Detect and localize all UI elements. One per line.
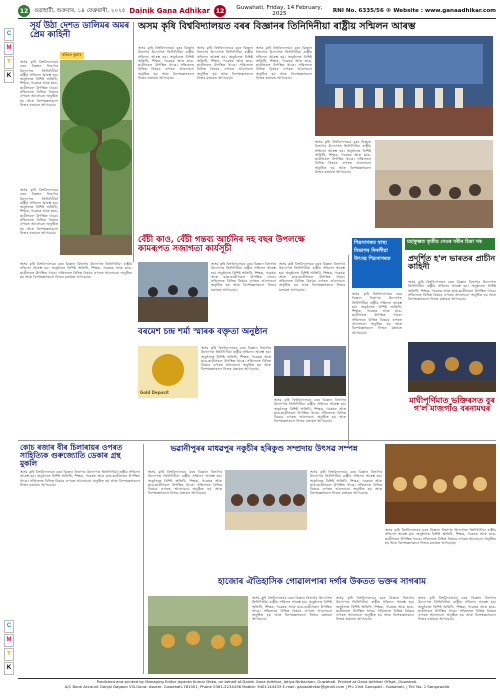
column-rule [143,444,144,674]
page-footer [18,678,496,690]
story8-text-col2: অসম কৃষি বিশ্ববিদ্যালয়ৰ বৰৰ বিজ্ঞান বিভাগৰ উদ্যোগত তিনিদিনীয়া ৰাষ্ট্ৰীয় সন্মিলন আৰম্ভ হয়। অনুষ্ঠানত বিশিষ্ট অতিথি, শিক্ষক, গৱেষক আৰু ছাত্ৰ-ছাত্ৰীসকল উপস্থিত থাকে। সন্মিলনত বিভিন্ন বিষয়ৰ ওপৰত আলোচনা অনুষ্ঠিত হয় আৰু বিশেষজ্ঞসকলে নিজৰ মতামত আগবঢ়ায়। [310,470,382,496]
story2-photo-stage [315,36,493,136]
story2-text-col4: অসম কৃষি বিশ্ববিদ্যালয়ৰ বৰৰ বিজ্ঞান বিভাগৰ উদ্যোগত তিনিদিনীয়া ৰাষ্ট্ৰীয় সন্মিলন আৰম্ভ হয়। অনুষ্ঠানত বিশিষ্ট অতিথি, শিক্ষক, গৱেষক আৰু ছাত্ৰ-ছাত্ৰীসকল উপস্থিত থাকে। সন্মিলনত বিভিন্ন বিষয়ৰ ওপৰত আলোচনা অনুষ্ঠিত হয় আৰু বিশেষজ্ঞসকলে নিজৰ মতামত আগবঢ়ায়। [315,140,371,175]
story8-headline: ভৱানীপুৰৰ মাধৱপুৰ নকুচীৰ হৰিকুণ্ড সম্প্ৰদায় উৎসৱ সম্পন্ন [170,443,358,453]
page-header [18,4,496,19]
story1-byline: ৰঞ্জিত কুমাৰ [62,52,82,57]
story4-text-col1: অসম কৃষি বিশ্ববিদ্যালয়ৰ বৰৰ বিজ্ঞান বিভাগৰ উদ্যোগত তিনিদিনীয়া ৰাষ্ট্ৰীয় সন্মিলন আৰম্ভ হয়। অনুষ্ঠানত বিশিষ্ট অতিথি, শিক্ষক, গৱেষক আৰু ছাত্ৰ-ছাত্ৰীসকল উপস্থিত থাকে। সন্মিলনত বিভিন্ন বিষয়ৰ ওপৰত আলোচনা অনুষ্ঠিত হয় আৰু বিশেষজ্ঞসকলে নিজৰ মতামত আগবঢ়ায়। [201,346,271,372]
crowd-photo [385,444,496,524]
story1-photo-tree [60,60,132,255]
story4-photo-podium [274,346,346,396]
story9-text-col1: অসম কৃষি বিশ্ববিদ্যালয়ৰ বৰৰ বিজ্ঞান বিভাগৰ উদ্যোগত তিনিদিনীয়া ৰাষ্ট্ৰীয় সন্মিলন আৰম্ভ হয়। অনুষ্ঠানত বিশিষ্ট অতিথি, শিক্ষক, গৱেষক আৰু ছাত্ৰ-ছাত্ৰীসকল উপস্থিত থাকে। সন্মিলনত বিভিন্ন বিষয়ৰ ওপৰত আলোচনা অনুষ্ঠিত হয় আৰু বিশেষজ্ঞসকলে নিজৰ মতামত আগবঢ়ায়। [252,596,332,622]
performance-photo [408,342,496,392]
story5-bar: মহাকুম্ভত তৃতীয় দেওৰ বৰীৰ চিন্তা খৰ [405,238,495,250]
footer-line1: Published and printed by Managing Editor Jayanta Kumar Deka, on behalf of Dainik Gana Adhikar, Jatiya Nirbachan, Guwahati. Printed at Gana Adhikar Offset, Guwahati. [96,679,418,684]
story7-headline: কোচ ৰজাৰ বীৰ চিলাৰায়ৰ ওপৰত সাহিত্যিক গুৰুজ্যোতি ডেকাৰ গ্ৰন্থ মুকলি [20,443,123,468]
cmyk-y: Y [4,648,14,661]
paper-name: Dainik Gana Adhikar [129,7,211,15]
story9-text-col2: অসম কৃষি বিশ্ববিদ্যালয়ৰ বৰৰ বিজ্ঞান বিভাগৰ উদ্যোগত তিনিদিনীয়া ৰাষ্ট্ৰীয় সন্মিলন আৰম্ভ হয়। অনুষ্ঠানত বিশিষ্ট অতিথি, শিক্ষক, গৱেষক আৰু ছাত্ৰ-ছাত্ৰীসকল উপস্থিত থাকে। সন্মিলনত বিভিন্ন বিষয়ৰ ওপৰত আলোচনা অনুষ্ঠিত হয় আৰু বিশেষজ্ঞসকলে নিজৰ মতামত আগবঢ়ায়। [336,596,414,622]
lecture-photo [375,140,493,228]
story2-text-col1: অসম কৃষি বিশ্ববিদ্যালয়ৰ বৰৰ বিজ্ঞান বিভাগৰ উদ্যোগত তিনিদিনীয়া ৰাষ্ট্ৰীয় সন্মিলন আৰম্ভ হয়। অনুষ্ঠানত বিশিষ্ট অতিথি, শিক্ষক, গৱেষক আৰু ছাত্ৰ-ছাত্ৰীসকল উপস্থিত থাকে। সন্মিলনত বিভিন্ন বিষয়ৰ ওপৰত আলোচনা অনুষ্ঠিত হয় আৰু বিশেষজ্ঞসকলে নিজৰ মতামত আগবঢ়ায়। [138,46,194,81]
story5-text-col2: অসম কৃষি বিশ্ববিদ্যালয়ৰ বৰৰ বিজ্ঞান বিভাগৰ উদ্যোগত তিনিদিনীয়া ৰাষ্ট্ৰীয় সন্মিলন আৰম্ভ হয়। অনুষ্ঠানত বিশিষ্ট অতিথি, শিক্ষক, গৱেষক আৰু ছাত্ৰ-ছাত্ৰীসকল উপস্থিত থাকে। সন্মিলনত বিভিন্ন বিষয়ৰ ওপৰত আলোচনা অনুষ্ঠিত হয় আৰু বিশেষজ্ঞসকলে নিজৰ মতামত আগবঢ়ায়। [408,280,496,302]
page-number-badge: 12 [18,5,30,17]
story3-headline: বেঁচী কাও, বেঁচী গন্তব্য আৰ্চনিৰ দহ বছৰ উপলক্ষে কামৰূপত সজাগতা কাৰ্যসূচী [138,235,305,254]
story5-photo-performance [408,342,496,392]
cmyk-k: K [4,662,14,675]
story2-text-col3: অসম কৃষি বিশ্ববিদ্যালয়ৰ বৰৰ বিজ্ঞান বিভাগৰ উদ্যোগত তিনিদিনীয়া ৰাষ্ট্ৰীয় সন্মিলন আৰম্ভ হয়। অনুষ্ঠানত বিশিষ্ট অতিথি, শিক্ষক, গৱেষক আৰু ছাত্ৰ-ছাত্ৰীসকল উপস্থিত থাকে। সন্মিলনত বিভিন্ন বিষয়ৰ ওপৰত আলোচনা অনুষ্ঠিত হয় আৰু বিশেষজ্ঞসকলে নিজৰ মতামত আগবঢ়ায়। [256,46,312,81]
tree-photo-illustration [60,60,132,255]
story5-highlight-box: শিৱসাগৰত স্বাস্থ্য বিভাগৰ দিনলীয়া উৎসৱ শিৱসাগৰত [352,238,402,288]
story3-photo-meeting [138,262,208,322]
story4-text-col2: অসম কৃষি বিশ্ববিদ্যালয়ৰ বৰৰ বিজ্ঞান বিভাগৰ উদ্যোগত তিনিদিনীয়া ৰাষ্ট্ৰীয় সন্মিলন আৰম্ভ হয়। অনুষ্ঠানত বিশিষ্ট অতিথি, শিক্ষক, গৱেষক আৰু ছাত্ৰ-ছাত্ৰীসকল উপস্থিত থাকে। সন্মিলনত বিভিন্ন বিষয়ৰ ওপৰত আলোচনা অনুষ্ঠিত হয় আৰু বিশেষজ্ঞসকলে নিজৰ মতামত আগবঢ়ায়। [274,398,346,424]
story5-headline: প্ৰদৰ্শিত হ'ল ভাৰতৰ প্ৰাচীন কাহিনী [408,253,496,272]
cmyk-y: Y [4,56,14,69]
story8-text-col1: অসম কৃষি বিশ্ববিদ্যালয়ৰ বৰৰ বিজ্ঞান বিভাগৰ উদ্যোগত তিনিদিনীয়া ৰাষ্ট্ৰীয় সন্মিলন আৰম্ভ হয়। অনুষ্ঠানত বিশিষ্ট অতিথি, শিক্ষক, গৱেষক আৰু ছাত্ৰ-ছাত্ৰীসকল উপস্থিত থাকে। সন্মিলনত বিভিন্ন বিষয়ৰ ওপৰত আলোচনা অনুষ্ঠিত হয় আৰু বিশেষজ্ঞসকলে নিজৰ মতামত আগবঢ়ায়। [148,470,222,496]
story9-text-col3: অসম কৃষি বিশ্ববিদ্যালয়ৰ বৰৰ বিজ্ঞান বিভাগৰ উদ্যোগত তিনিদিনীয়া ৰাষ্ট্ৰীয় সন্মিলন আৰম্ভ হয়। অনুষ্ঠানত বিশিষ্ট অতিথি, শিক্ষক, গৱেষক আৰু ছাত্ৰ-ছাত্ৰীসকল উপস্থিত থাকে। সন্মিলনত বিভিন্ন বিষয়ৰ ওপৰত আলোচনা অনুষ্ঠিত হয় আৰু বিশেষজ্ঞসকলে নিজৰ মতামত আগবঢ়ায়। [418,596,496,622]
story3-text-col2: অসম কৃষি বিশ্ববিদ্যালয়ৰ বৰৰ বিজ্ঞান বিভাগৰ উদ্যোগত তিনিদিনীয়া ৰাষ্ট্ৰীয় সন্মিলন আৰম্ভ হয়। অনুষ্ঠানত বিশিষ্ট অতিথি, শিক্ষক, গৱেষক আৰু ছাত্ৰ-ছাত্ৰীসকল উপস্থিত থাকে। সন্মিলনত বিভিন্ন বিষয়ৰ ওপৰত আলোচনা অনুষ্ঠিত হয় আৰু বিশেষজ্ঞসকলে নিজৰ মতামত আগবঢ়ায়। [279,262,345,292]
story6-text: অসম কৃষি বিশ্ববিদ্যালয়ৰ বৰৰ বিজ্ঞান বিভাগৰ উদ্যোগত তিনিদিনীয়া ৰাষ্ট্ৰীয় সন্মিলন আৰম্ভ হয়। অনুষ্ঠানত বিশিষ্ট অতিথি, শিক্ষক, গৱেষক আৰু ছাত্ৰ-ছাত্ৰীসকল উপস্থিত থাকে। সন্মিলনত বিভিন্ন বিষয়ৰ ওপৰত আলোচনা অনুষ্ঠিত হয় আৰু বিশেষজ্ঞসকলে নিজৰ মতামত আগবঢ়ায়। [385,528,496,545]
meeting-photo [138,262,208,322]
story1-text-col1: অসম কৃষি বিশ্ববিদ্যালয়ৰ বৰৰ বিজ্ঞান বিভাগৰ উদ্যোগত তিনিদিনীয়া ৰাষ্ট্ৰীয় সন্মিলন আৰম্ভ হয়। অনুষ্ঠানত বিশিষ্ট অতিথি, শিক্ষক, গৱেষক আৰু ছাত্ৰ-ছাত্ৰীসকল উপস্থিত থাকে। সন্মিলনত বিভিন্ন বিষয়ৰ ওপৰত আলোচনা অনুষ্ঠিত হয় আৰু বিশেষজ্ঞসকলে নিজৰ মতামত আগবঢ়ায়। [20,60,58,107]
ceremony-photo [148,596,248,674]
column-rule [133,22,134,262]
cmyk-k: K [4,70,14,83]
page-number-badge-center: 12 [214,5,226,17]
left-long-text: অসম কৃষি বিশ্ববিদ্যালয়ৰ বৰৰ বিজ্ঞান বিভাগৰ উদ্যোগত তিনিদিনীয়া ৰাষ্ট্ৰীয় সন্মিলন আৰম্ভ হয়। অনুষ্ঠানত বিশিষ্ট অতিথি, শিক্ষক, গৱেষক আৰু ছাত্ৰ-ছাত্ৰীসকল উপস্থিত থাকে। সন্মিলনত বিভিন্ন বিষয়ৰ ওপৰত আলোচনা অনুষ্ঠিত হয় আৰু বিশেষজ্ঞসকলে নিজৰ মতামত আগবঢ়ায়। [20,262,132,279]
story2-photo-lecture [375,140,493,228]
story3-text-col1: অসম কৃষি বিশ্ববিদ্যালয়ৰ বৰৰ বিজ্ঞান বিভাগৰ উদ্যোগত তিনিদিনীয়া ৰাষ্ট্ৰীয় সন্মিলন আৰম্ভ হয়। অনুষ্ঠানত বিশিষ্ট অতিথি, শিক্ষক, গৱেষক আৰু ছাত্ৰ-ছাত্ৰীসকল উপস্থিত থাকে। সন্মিলনত বিভিন্ন বিষয়ৰ ওপৰত আলোচনা অনুষ্ঠিত হয় আৰু বিশেষজ্ঞসকলে নিজৰ মতামত আগবঢ়ায়। [211,262,276,292]
story1-text-col2: অসম কৃষি বিশ্ববিদ্যালয়ৰ বৰৰ বিজ্ঞান বিভাগৰ উদ্যোগত তিনিদিনীয়া ৰাষ্ট্ৰীয় সন্মিলন আৰম্ভ হয়। অনুষ্ঠানত বিশিষ্ট অতিথি, শিক্ষক, গৱেষক আৰু ছাত্ৰ-ছাত্ৰীসকল উপস্থিত থাকে। সন্মিলনত বিভিন্ন বিষয়ৰ ওপৰত আলোচনা অনুষ্ঠিত হয় আৰু বিশেষজ্ঞসকলে নিজৰ মতামত আগবঢ়ায়। [20,188,58,235]
stage-event-photo [315,36,493,136]
story4-headline: বৰমেশ চন্দ্ৰ শৰ্মা স্মাৰক বক্তৃতা অনুষ্ঠান [138,327,268,337]
story8-photo-group [225,470,307,530]
story2-text-col2: অসম কৃষি বিশ্ববিদ্যালয়ৰ বৰৰ বিজ্ঞান বিভাগৰ উদ্যোগত তিনিদিনীয়া ৰাষ্ট্ৰীয় সন্মিলন আৰম্ভ হয়। অনুষ্ঠানত বিশিষ্ট অতিথি, শিক্ষক, গৱেষক আৰু ছাত্ৰ-ছাত্ৰীসকল উপস্থিত থাকে। সন্মিলনত বিভিন্ন বিষয়ৰ ওপৰত আলোচনা অনুষ্ঠিত হয় আৰু বিশেষজ্ঞসকলে নিজৰ মতামত আগবঢ়ায়। [197,46,253,81]
cmyk-m: M [4,42,14,55]
cmyk-c: C [4,28,14,41]
podium-photo [274,346,346,396]
section-rule [18,440,496,441]
cmyk-c: C [4,620,14,633]
cmyk-registration-bottom [4,620,14,676]
rni-website: RNI No. 6335/56 ® Website : www.ganaadhikar.com [332,8,496,14]
story2-headline: অসম কৃষি বিশ্ববিদ্যালয়ত বৰৰ বিজ্ঞানৰ তিনিদিনীয়া ৰাষ্ট্ৰীয় সন্মিলন আৰম্ভ [138,21,416,32]
group-photo [225,470,307,530]
ad-label: Gold Deposit [140,390,169,395]
footer-line2: A/C Bank Account Ganjal Dagaon Vill-Gana: Assam: Guwahati-781001, Phone 0361-2234436 Mobile: 9401144433 E-mail: ganaadhikar@gmail.com | Ph: 2ind Ganapati - Guwahati. | Tel: No. 1 Sanguwalla [64,683,450,689]
story7-text: অসম কৃষি বিশ্ববিদ্যালয়ৰ বৰৰ বিজ্ঞান বিভাগৰ উদ্যোগত তিনিদিনীয়া ৰাষ্ট্ৰীয় সন্মিলন আৰম্ভ হয়। অনুষ্ঠানত বিশিষ্ট অতিথি, শিক্ষক, গৱেষক আৰু ছাত্ৰ-ছাত্ৰীসকল উপস্থিত থাকে। সন্মিলনত বিভিন্ন বিষয়ৰ ওপৰত আলোচনা অনুষ্ঠিত হয় আৰু বিশেষজ্ঞসকলে নিজৰ মতামত আগবঢ়ায়। [20,470,140,487]
story9-photo-ceremony [148,596,248,674]
cmyk-registration-top [4,28,14,84]
left-date: গুৱাহাটী, শুক্ৰবাৰ, ১৪ ফেব্ৰুৱাৰী, ২০২৫ [34,7,126,14]
column-rule [348,255,349,445]
story5-text-col1: অসম কৃষি বিশ্ববিদ্যালয়ৰ বৰৰ বিজ্ঞান বিভাগৰ উদ্যোগত তিনিদিনীয়া ৰাষ্ট্ৰীয় সন্মিলন আৰম্ভ হয়। অনুষ্ঠানত বিশিষ্ট অতিথি, শিক্ষক, গৱেষক আৰু ছাত্ৰ-ছাত্ৰীসকল উপস্থিত থাকে। সন্মিলনত বিভিন্ন বিষয়ৰ ওপৰত আলোচনা অনুষ্ঠিত হয় আৰু বিশেষজ্ঞসকলে নিজৰ মতামত আগবঢ়ায়। [352,292,402,335]
story9-headline: হাজোৰ ঐতিহাসিক গোৱালপাৰা দৰ্গাৰ উকতত ভক্তৰ সাগৰাম [218,577,426,587]
center-date: Guwahati, Friday, 14 February, 2025 [236,5,323,17]
cmyk-m: M [4,634,14,647]
story6-headline: মাঘীপূৰ্ণিমাত ভক্তিৰসত বুৰ গ'ল মাজগাঁও বৰনামঘৰ [409,395,495,414]
story6-photo-crowd [385,444,496,524]
story1-headline: সূৰ্য উঠা দেশত ডালিমৰ অমৰ প্ৰেম কাহিনী [30,21,130,40]
